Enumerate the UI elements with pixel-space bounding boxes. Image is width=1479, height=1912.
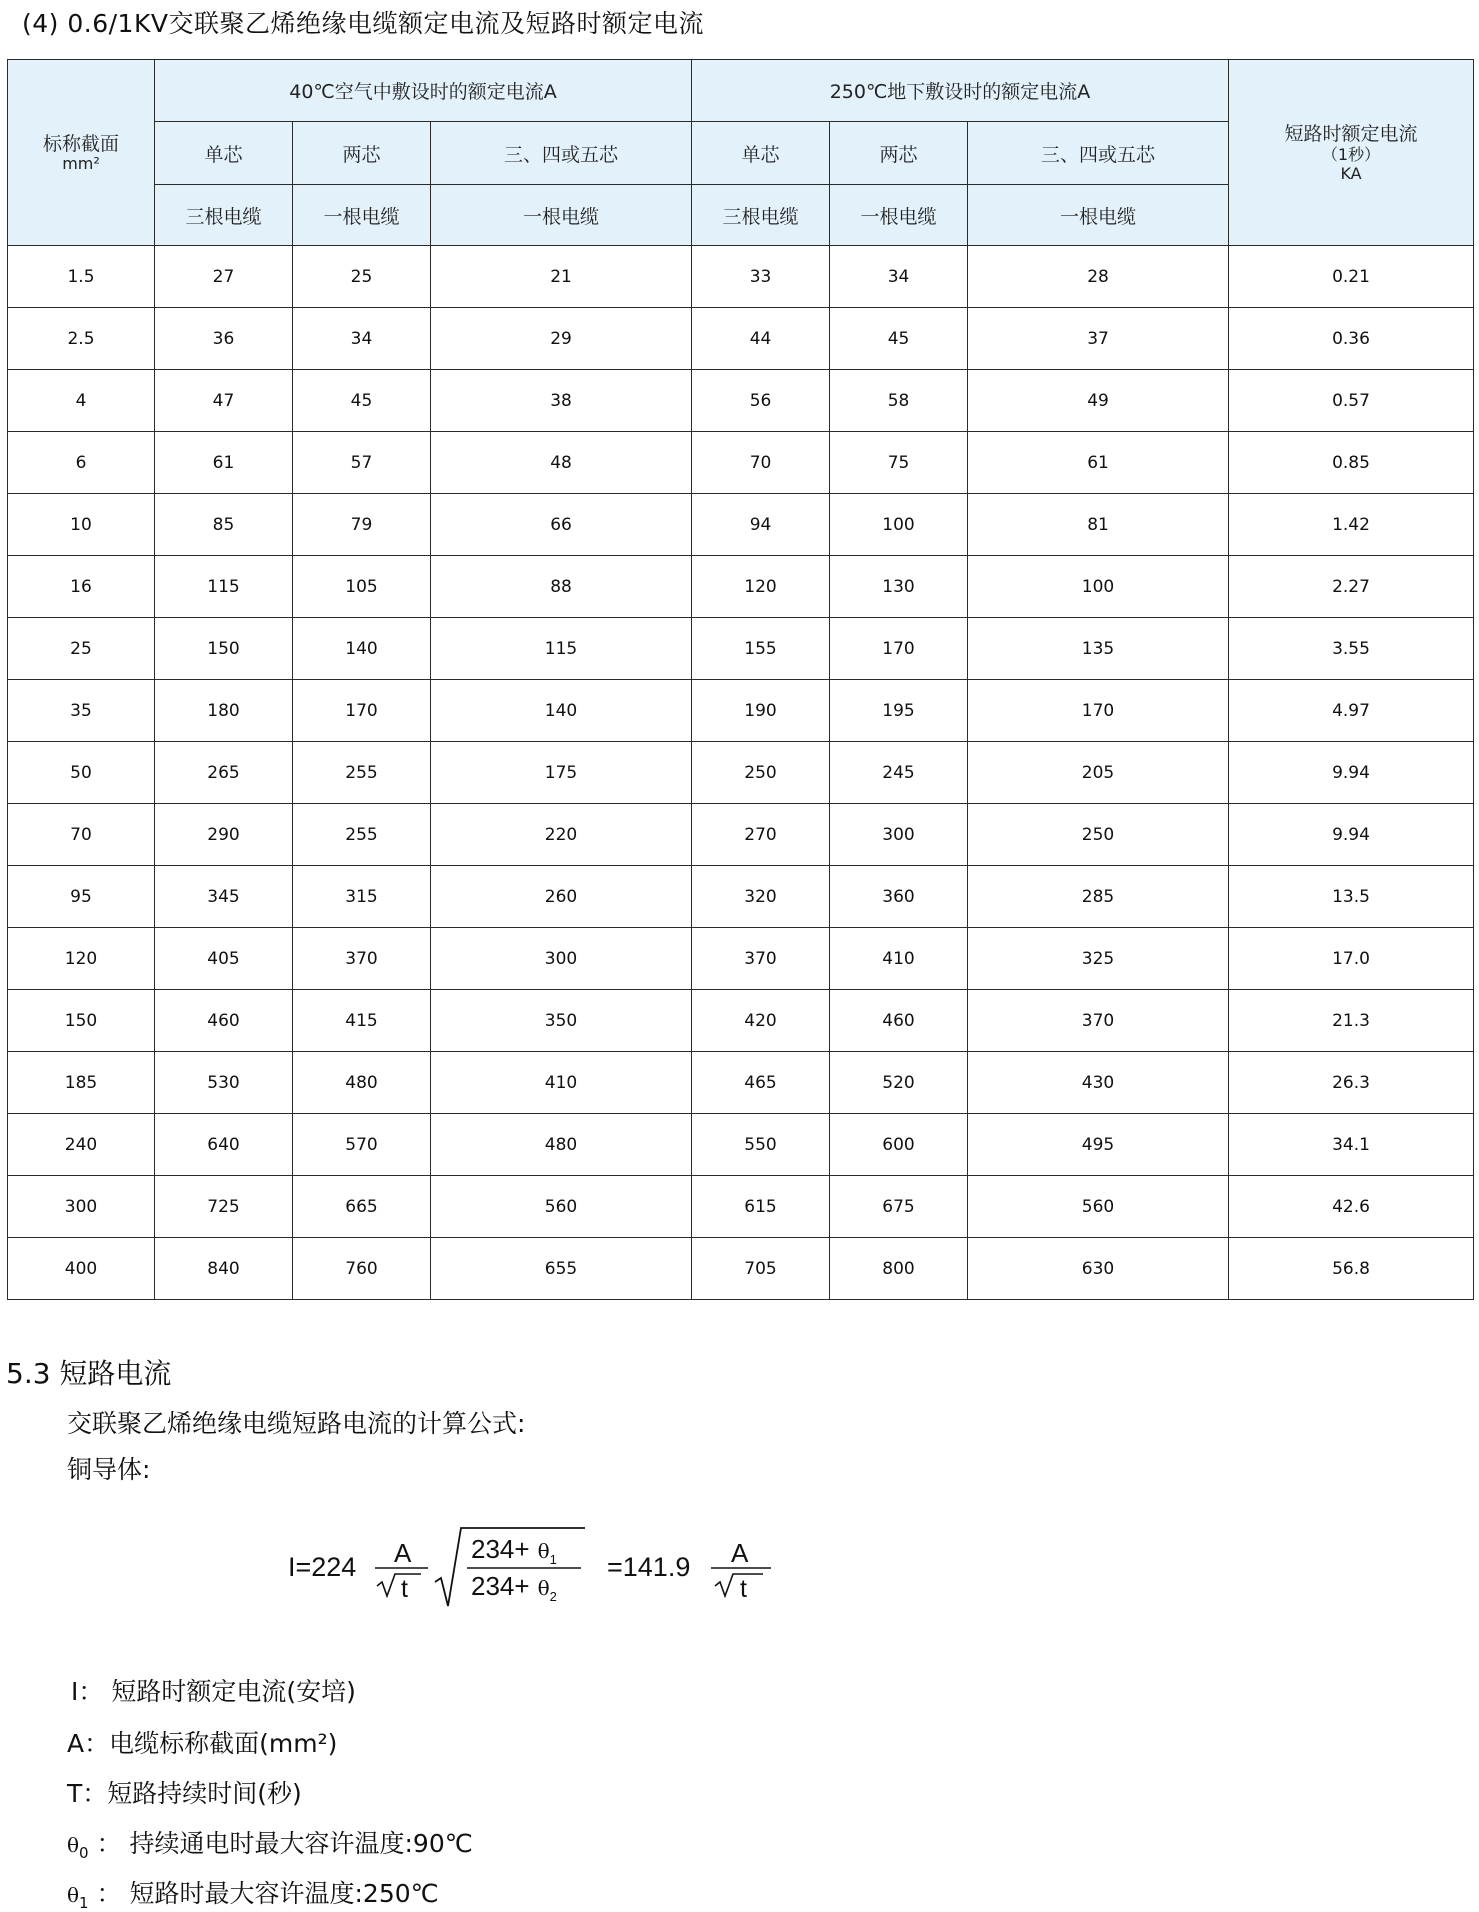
cell-ground-single: 550	[692, 1114, 830, 1176]
cell-air-single: 840	[155, 1238, 293, 1300]
table-row	[8, 308, 1474, 370]
cell-air-multi: 66	[431, 494, 692, 556]
cell-ground-single: 44	[692, 308, 830, 370]
cell-air-multi: 115	[431, 618, 692, 680]
header-ground-one-cable-multi: 一根电缆	[968, 185, 1229, 246]
definition-symbol: A	[67, 1729, 85, 1758]
cell-ground-multi: 495	[968, 1114, 1229, 1176]
header-air-one-cable-multi: 一根电缆	[431, 185, 692, 246]
cell-short-circuit: 0.36	[1229, 308, 1474, 370]
short-label: 短路时额定电流	[1284, 122, 1418, 145]
cell-air-twin: 760	[293, 1238, 431, 1300]
cell-ground-twin: 58	[830, 370, 968, 432]
cell-short-circuit: 56.8	[1229, 1238, 1474, 1300]
table-row	[8, 1238, 1474, 1300]
cell-short-circuit: 0.57	[1229, 370, 1474, 432]
cell-air-twin: 415	[293, 990, 431, 1052]
cell-ground-single: 155	[692, 618, 830, 680]
cell-area: 35	[8, 680, 155, 742]
cell-short-circuit: 21.3	[1229, 990, 1474, 1052]
cell-ground-twin: 520	[830, 1052, 968, 1114]
cell-air-multi: 38	[431, 370, 692, 432]
sqrt-sign-small	[377, 1574, 421, 1596]
definition-symbol: θ	[67, 1833, 80, 1857]
cell-area: 70	[8, 804, 155, 866]
cell-air-single: 725	[155, 1176, 293, 1238]
cell-ground-twin: 300	[830, 804, 968, 866]
cell-ground-single: 370	[692, 928, 830, 990]
cell-area: 16	[8, 556, 155, 618]
current-rating-table	[7, 59, 1474, 1300]
cell-ground-multi: 28	[968, 246, 1229, 308]
header-air-single: 单芯	[155, 122, 293, 185]
cell-short-circuit: 2.27	[1229, 556, 1474, 618]
header-ground-twin: 两芯	[830, 122, 968, 185]
cell-ground-twin: 130	[830, 556, 968, 618]
cell-ground-twin: 75	[830, 432, 968, 494]
cell-ground-multi: 560	[968, 1176, 1229, 1238]
cell-area: 185	[8, 1052, 155, 1114]
cell-air-twin: 57	[293, 432, 431, 494]
cell-air-twin: 25	[293, 246, 431, 308]
cell-ground-single: 56	[692, 370, 830, 432]
cell-air-twin: 370	[293, 928, 431, 990]
cell-ground-twin: 195	[830, 680, 968, 742]
cell-short-circuit: 13.5	[1229, 866, 1474, 928]
cell-ground-twin: 600	[830, 1114, 968, 1176]
cell-short-circuit: 9.94	[1229, 804, 1474, 866]
cell-air-multi: 29	[431, 308, 692, 370]
cell-ground-single: 190	[692, 680, 830, 742]
cell-air-twin: 315	[293, 866, 431, 928]
cell-ground-single: 250	[692, 742, 830, 804]
definition-i	[71, 1672, 356, 1708]
cell-air-multi: 175	[431, 742, 692, 804]
cell-short-circuit: 34.1	[1229, 1114, 1474, 1176]
header-nominal-area	[8, 60, 155, 246]
cell-air-single: 36	[155, 308, 293, 370]
header-air-multi: 三、四或五芯	[431, 122, 692, 185]
definition-symbol: T	[67, 1779, 83, 1808]
formula-intro: 交联聚乙烯绝缘电缆短路电流的计算公式:	[67, 1409, 526, 1438]
header-ground-one-cable: 一根电缆	[830, 185, 968, 246]
cell-short-circuit: 0.21	[1229, 246, 1474, 308]
table-row	[8, 804, 1474, 866]
cell-ground-multi: 630	[968, 1238, 1229, 1300]
table-row	[8, 990, 1474, 1052]
cell-area: 6	[8, 432, 155, 494]
table-title: (4) 0.6/1KV交联聚乙烯绝缘电缆额定电流及短路时额定电流	[22, 9, 704, 38]
cell-ground-multi: 285	[968, 866, 1229, 928]
definition-text: ：电缆标称截面(mm²)	[84, 1729, 338, 1758]
cell-air-single: 85	[155, 494, 293, 556]
cell-ground-twin: 460	[830, 990, 968, 1052]
cell-area: 10	[8, 494, 155, 556]
cell-air-single: 405	[155, 928, 293, 990]
cell-air-multi: 350	[431, 990, 692, 1052]
definition-subscript: 1	[79, 1894, 89, 1912]
cell-ground-multi: 370	[968, 990, 1229, 1052]
formula-den: t	[401, 1575, 408, 1603]
cell-area: 25	[8, 618, 155, 680]
cell-air-multi: 21	[431, 246, 692, 308]
cell-ground-multi: 61	[968, 432, 1229, 494]
cell-ground-single: 615	[692, 1176, 830, 1238]
cell-air-single: 47	[155, 370, 293, 432]
header-ground-multi: 三、四或五芯	[968, 122, 1229, 185]
table-row	[8, 370, 1474, 432]
cell-ground-multi: 37	[968, 308, 1229, 370]
cell-air-multi: 220	[431, 804, 692, 866]
definition-theta0	[67, 1824, 473, 1862]
cell-ground-twin: 34	[830, 246, 968, 308]
cell-ground-twin: 45	[830, 308, 968, 370]
definition-a	[67, 1724, 337, 1760]
cell-air-multi: 140	[431, 680, 692, 742]
cell-air-single: 460	[155, 990, 293, 1052]
cell-short-circuit: 17.0	[1229, 928, 1474, 990]
cell-air-multi: 300	[431, 928, 692, 990]
cell-short-circuit: 3.55	[1229, 618, 1474, 680]
cell-ground-twin: 170	[830, 618, 968, 680]
cell-area: 120	[8, 928, 155, 990]
root-den: $234+ \theta_2$	[471, 1571, 557, 1604]
cell-area: 95	[8, 866, 155, 928]
definition-text: ： 持续通电时最大容许温度:90℃	[88, 1829, 473, 1858]
cell-air-multi: 560	[431, 1176, 692, 1238]
table-row	[8, 494, 1474, 556]
cell-area: 1.5	[8, 246, 155, 308]
cell-ground-single: 270	[692, 804, 830, 866]
cell-ground-multi: 100	[968, 556, 1229, 618]
definition-subscript: 0	[79, 1844, 89, 1862]
header-group-air: 40℃空气中敷设时的额定电流A	[155, 60, 692, 122]
cell-ground-twin: 100	[830, 494, 968, 556]
header-short-circuit	[1229, 60, 1474, 246]
cell-air-twin: 255	[293, 742, 431, 804]
table-row	[8, 928, 1474, 990]
cell-air-single: 640	[155, 1114, 293, 1176]
short-circuit-formula	[285, 1520, 805, 1610]
cell-air-multi: 410	[431, 1052, 692, 1114]
header-group-ground: 250℃地下敷设时的额定电流A	[692, 60, 1229, 122]
cell-ground-single: 94	[692, 494, 830, 556]
definition-symbol: θ	[67, 1883, 80, 1907]
conductor-label: 铜导体:	[67, 1455, 151, 1484]
table-row	[8, 246, 1474, 308]
area-label: 标称截面	[42, 132, 119, 155]
cell-short-circuit: 4.97	[1229, 680, 1474, 742]
cell-air-multi: 48	[431, 432, 692, 494]
table-row	[8, 742, 1474, 804]
table-body	[8, 246, 1474, 1300]
cell-area: 240	[8, 1114, 155, 1176]
definition-text: ： 短路时最大容许温度:250℃	[88, 1879, 439, 1908]
cell-air-single: 115	[155, 556, 293, 618]
cell-air-twin: 45	[293, 370, 431, 432]
table-row	[8, 618, 1474, 680]
cell-ground-twin: 360	[830, 866, 968, 928]
cell-air-twin: 480	[293, 1052, 431, 1114]
cell-ground-multi: 325	[968, 928, 1229, 990]
cell-ground-single: 465	[692, 1052, 830, 1114]
cell-air-single: 530	[155, 1052, 293, 1114]
section-title: 5.3 短路电流	[6, 1357, 172, 1390]
formula-num-2: A	[731, 1538, 749, 1568]
cell-short-circuit: 0.85	[1229, 432, 1474, 494]
cell-ground-twin: 675	[830, 1176, 968, 1238]
cell-area: 300	[8, 1176, 155, 1238]
definition-symbol: I	[71, 1677, 79, 1706]
formula-den-2: t	[740, 1575, 747, 1603]
cell-area: 400	[8, 1238, 155, 1300]
cell-ground-multi: 81	[968, 494, 1229, 556]
header-air-one-cable: 一根电缆	[293, 185, 431, 246]
cell-area: 2.5	[8, 308, 155, 370]
formula-lhs: I=224	[288, 1552, 357, 1582]
cell-air-single: 290	[155, 804, 293, 866]
table-row	[8, 1176, 1474, 1238]
definition-t	[67, 1774, 302, 1810]
cell-ground-single: 705	[692, 1238, 830, 1300]
formula-num: A	[394, 1538, 412, 1568]
header-ground-single: 单芯	[692, 122, 830, 185]
cell-air-twin: 665	[293, 1176, 431, 1238]
cell-air-multi: 260	[431, 866, 692, 928]
cell-air-single: 61	[155, 432, 293, 494]
cell-short-circuit: 42.6	[1229, 1176, 1474, 1238]
cell-air-twin: 79	[293, 494, 431, 556]
cell-air-single: 27	[155, 246, 293, 308]
cell-ground-single: 420	[692, 990, 830, 1052]
cell-ground-multi: 250	[968, 804, 1229, 866]
cell-ground-twin: 410	[830, 928, 968, 990]
table-row	[8, 556, 1474, 618]
table-row	[8, 1114, 1474, 1176]
area-unit: mm²	[62, 153, 100, 173]
cell-ground-twin: 245	[830, 742, 968, 804]
cell-short-circuit: 9.94	[1229, 742, 1474, 804]
cell-ground-single: 120	[692, 556, 830, 618]
cell-air-multi: 88	[431, 556, 692, 618]
definition-text: ：短路持续时间(秒)	[82, 1779, 302, 1808]
table-row	[8, 680, 1474, 742]
cell-ground-twin: 800	[830, 1238, 968, 1300]
cell-ground-multi: 205	[968, 742, 1229, 804]
cell-air-multi: 655	[431, 1238, 692, 1300]
cell-air-single: 150	[155, 618, 293, 680]
header-air-twin: 两芯	[293, 122, 431, 185]
cell-ground-multi: 430	[968, 1052, 1229, 1114]
cell-area: 50	[8, 742, 155, 804]
cell-air-twin: 255	[293, 804, 431, 866]
sqrt-sign-small-2	[715, 1574, 763, 1596]
cell-air-twin: 570	[293, 1114, 431, 1176]
cell-ground-multi: 49	[968, 370, 1229, 432]
formula-rhs: =141.9	[607, 1552, 691, 1582]
short-sub: （1秒）	[1321, 144, 1381, 164]
cell-ground-multi: 170	[968, 680, 1229, 742]
short-unit: KA	[1340, 163, 1362, 183]
cell-air-multi: 480	[431, 1114, 692, 1176]
header-ground-three-cables: 三根电缆	[692, 185, 830, 246]
cell-air-twin: 170	[293, 680, 431, 742]
table-row	[8, 866, 1474, 928]
table-row	[8, 1052, 1474, 1114]
table-row	[8, 432, 1474, 494]
cell-air-twin: 34	[293, 308, 431, 370]
cell-ground-single: 70	[692, 432, 830, 494]
cell-ground-single: 33	[692, 246, 830, 308]
cell-air-twin: 140	[293, 618, 431, 680]
cell-ground-multi: 135	[968, 618, 1229, 680]
cell-short-circuit: 1.42	[1229, 494, 1474, 556]
definition-theta1	[67, 1874, 439, 1912]
cell-air-single: 345	[155, 866, 293, 928]
cell-short-circuit: 26.3	[1229, 1052, 1474, 1114]
cell-air-single: 265	[155, 742, 293, 804]
definition-text: ： 短路时额定电流(安培)	[78, 1677, 356, 1706]
cell-ground-single: 320	[692, 866, 830, 928]
cell-area: 4	[8, 370, 155, 432]
header-air-three-cables: 三根电缆	[155, 185, 293, 246]
cell-air-single: 180	[155, 680, 293, 742]
cell-air-twin: 105	[293, 556, 431, 618]
root-num: $234+ \theta_1$	[471, 1534, 557, 1567]
cell-area: 150	[8, 990, 155, 1052]
